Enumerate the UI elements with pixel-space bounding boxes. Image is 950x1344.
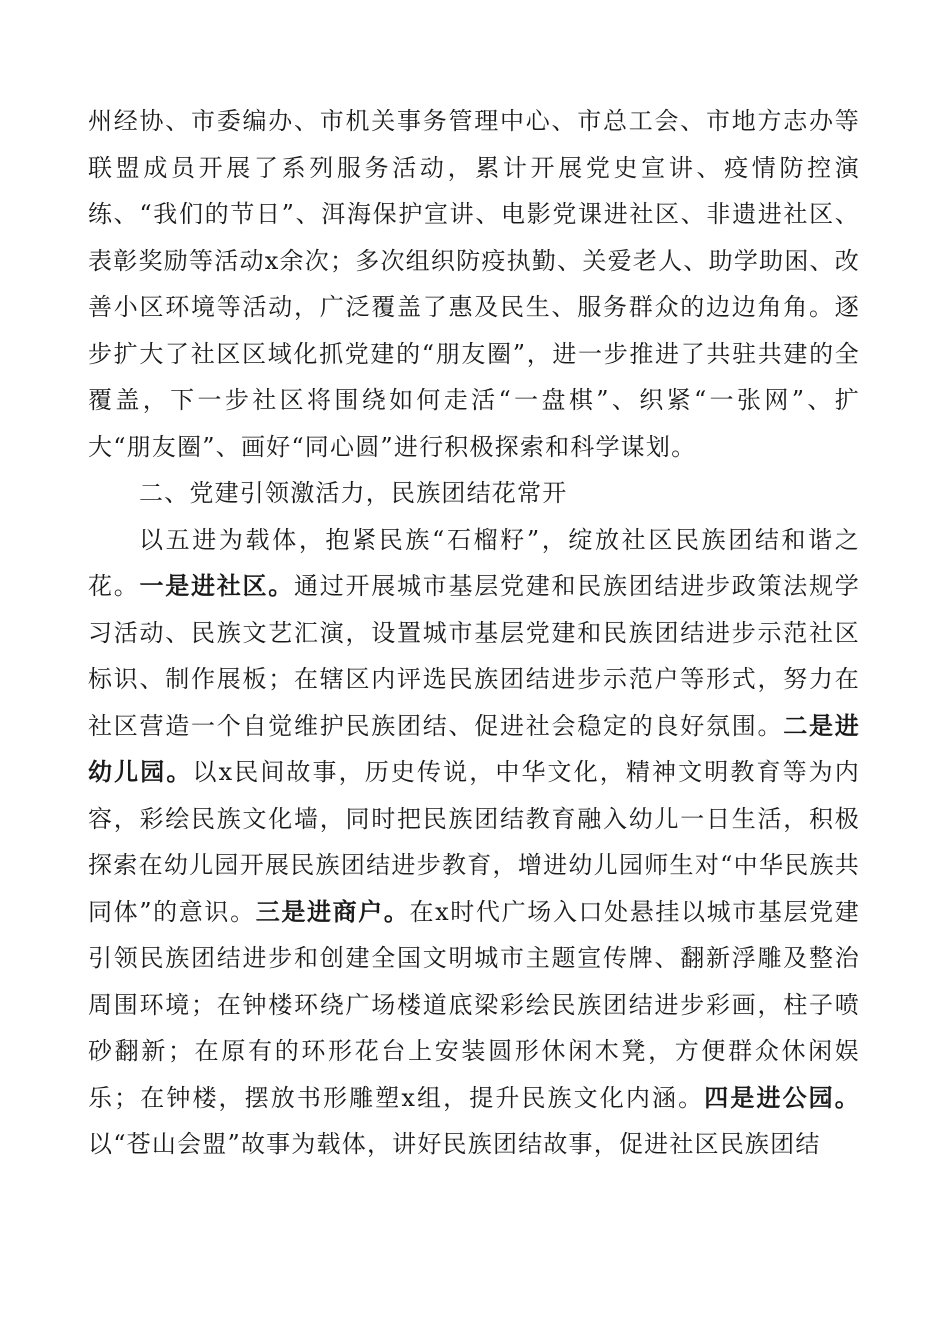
paragraph-2-intro: 以五进为载体，抱紧民族“石榴籽”，绽放社区民族团结和谐之花。 — [88, 525, 860, 600]
document-body — [88, 98, 860, 1168]
point-4-text: 以“苍山会盟”故事为载体，讲好民族团结故事，促进社区民族团结 — [88, 1130, 821, 1158]
point-2-label: 二是进幼儿园。 — [88, 711, 860, 786]
point-4-label: 四是进公园。 — [704, 1083, 860, 1112]
point-1-text: 通过开展城市基层党建和民族团结进步政策法规学习活动、民族文艺汇演，设置城市基层党建和民族团结进步示范社区标识、制作展板；在辖区内评选民族团结进步示范户等形式，努力在社区营造一个自觉维护民族团结、促进社会稳定的良好氛围。 — [88, 572, 861, 740]
point-2-text: 以x民间故事，历史传说，中华文化，精神文明教育等为内容，彩绘民族文化墙，同时把民族团结教育融入幼儿一日生活，积极探索在幼儿园开展民族团结进步教育，增进幼儿园师生对“中华民族共同体”的意识。 — [88, 758, 860, 926]
point-3-text: 在x时代广场入口处悬挂以城市基层党建引领民族团结进步和创建全国文明城市主题宣传牌、翻新浮雕及整治周围环境；在钟楼环绕广场楼道底梁彩绘民族团结进步彩画，柱子喷砂翻新；在原有的环形花台上安装圆形休闲木凳，方便群众休闲娱乐；在钟楼，摆放书形雕塑x组，提升民族文化内涵。 — [88, 897, 860, 1112]
point-3-label: 三是进商户。 — [255, 897, 410, 926]
point-1-label: 一是进社区。 — [139, 572, 295, 600]
paragraph-1: 州经协、市委编办、市机关事务管理中心、市总工会、市地方志办等联盟成员开展了系列服务活动，累计开展党史宣讲、疫情防控演练、“我们的节日”、洱海保护宣讲、电影党课进社区、非遗进社区、表彰奖励等活动x余次；多次组织防疫执勤、关爱老人、助学助困、改善小区环境等活动，广泛覆盖了惠及民生、服务群众的边边角角。逐步扩大了社区区域化抓党建的“朋友圈”，进一步推进了共驻共建的全覆盖，下一步社区将围绕如何走活“一盘棋”、织紧“一张网”、扩大“朋友圈”、画好“同心圆”进行积极探索和科学谋划。 — [88, 107, 860, 461]
paragraph-2 — [88, 517, 860, 1168]
section-heading-2: 二、党建引领激活力，民族团结花常开 — [139, 479, 568, 507]
